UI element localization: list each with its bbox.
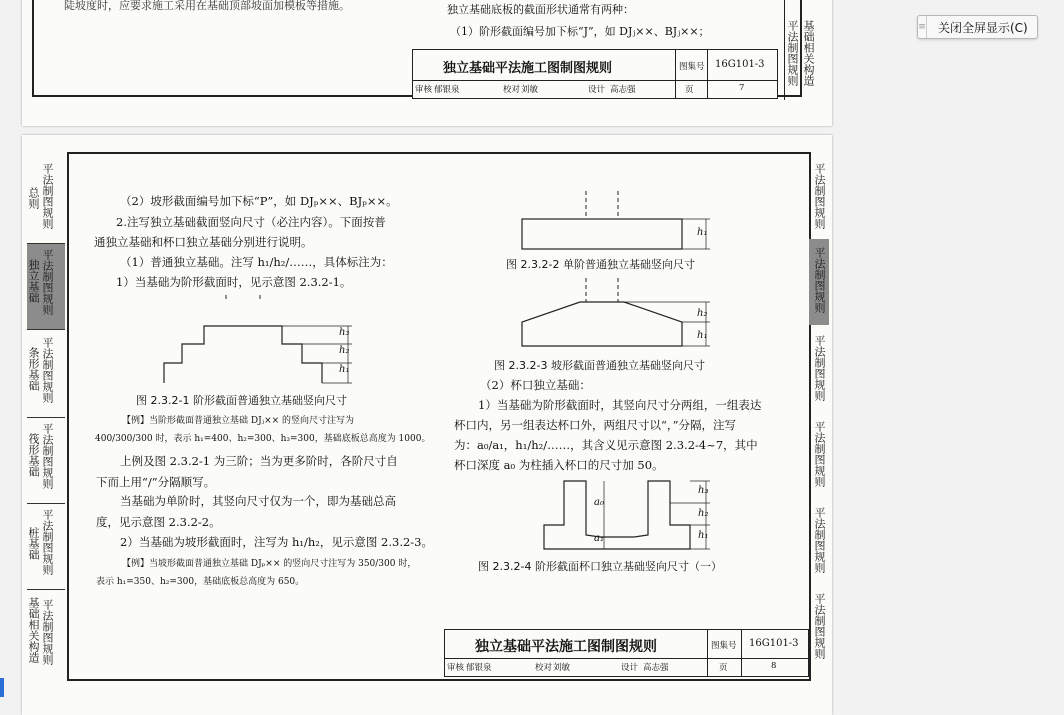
page-number: 8 [771, 661, 777, 671]
left-tab[interactable]: 平法制图规则 [41, 423, 54, 489]
figure-caption: 图 2.3.2-4 阶形截面杯口独立基础竖向尺寸（一） [478, 560, 722, 573]
figure-2-3-2-1 [162, 295, 362, 385]
body-text: 2）当基础为坡形截面时，注写为 h₁/h₂，见示意图 2.3.2-3。 [120, 535, 433, 549]
figure-2-3-2-2 [520, 191, 720, 253]
figure-caption: 图 2.3.2-2 单阶普通独立基础竖向尺寸 [506, 258, 695, 271]
example-text: 【例】当阶形截面普通独立基础 DJⱼ×× 的竖向尺寸注写为 [122, 416, 355, 426]
body-text: 1）当基础为阶形截面时，见示意图 2.3.2-1。 [116, 275, 352, 289]
body-text: 通独立基础和杯口独立基础分别进行说明。 [94, 235, 313, 249]
check-label: 校对 [503, 85, 521, 95]
reviewer-name: 郁银泉 [434, 85, 460, 95]
body-text: 1）当基础为阶形截面时，其竖向尺寸分两组，一组表达 [478, 398, 762, 412]
close-fullscreen-label: 关闭全屏显示(C) [938, 21, 1028, 35]
dim-label-a1: a₁ [594, 533, 604, 544]
atlas-number: 16G101-3 [749, 638, 799, 649]
dim-label-a0: a₀ [594, 497, 604, 508]
left-tab[interactable]: 平法制图规则 [41, 337, 54, 403]
atlas-number: 16G101-3 [715, 59, 765, 70]
example-text: 400/300/300 时，表示 h₁=400、h₂=300、h₃=300，基础底板总高度为 1000。 [95, 434, 431, 444]
body-text: 杯口深度 a₀ 为柱插入杯口的尺寸加 50。 [454, 458, 664, 472]
atlas-label: 图集号 [711, 641, 737, 651]
dim-label-h2: h₂ [698, 508, 709, 519]
document-page-8 [22, 135, 832, 715]
designer-name: 高志强 [643, 663, 669, 673]
dim-label-h2: h₂ [339, 345, 350, 356]
left-tab-active[interactable]: 独立基础 [27, 259, 40, 303]
grip-icon: ≡ [918, 16, 927, 38]
left-tab[interactable]: 基础相关构造 [27, 597, 40, 663]
checker-name: 刘敏 [521, 85, 539, 95]
title-block [412, 49, 778, 99]
figure-caption: 图 2.3.2-1 阶形截面普通独立基础竖向尺寸 [136, 394, 347, 407]
side-tab: 平法制图规则 [786, 20, 799, 86]
check-label: 校对 [535, 663, 553, 673]
body-text: 为：a₀/a₁，h₁/h₂/……，其含义见示意图 2.3.2-4~7，其中 [454, 438, 758, 452]
reviewer-name: 郁银泉 [466, 663, 492, 673]
designer-name: 高志强 [610, 85, 636, 95]
design-label: 设计 [588, 85, 606, 95]
page-label: 页 [719, 663, 728, 673]
body-text: （1）阶形截面编号加下标“J”，如 DJⱼ××、BJⱼ××； [450, 25, 710, 38]
example-text: 表示 h₁=350、h₂=300，基础底板总高度为 650。 [96, 577, 305, 587]
right-tab[interactable]: 平法制图规则 [813, 163, 826, 229]
right-tab[interactable]: 平法制图规则 [813, 421, 826, 487]
body-text: 陡坡度时，应要求施工采用在基础顶部坡面加模板等措施。 [64, 0, 350, 12]
right-tab-column [809, 155, 829, 675]
left-tab[interactable]: 平法制图规则 [41, 599, 54, 665]
body-text: （2）坡形截面编号加下标“P”，如 DJₚ××、BJₚ××。 [120, 194, 398, 208]
scroll-marker [0, 678, 4, 697]
left-tab-column [27, 155, 65, 675]
left-tab[interactable]: 桩基础 [27, 527, 40, 560]
dim-label-h1: h₁ [339, 364, 350, 375]
side-tab: 基础相关构造 [802, 20, 815, 86]
left-tab[interactable]: 总则 [27, 187, 40, 209]
dim-label-h3: h₃ [698, 485, 709, 496]
right-tab[interactable]: 平法制图规则 [813, 507, 826, 573]
body-text: 下而上用“/”分隔顺写。 [96, 475, 216, 489]
dim-label-h1: h₁ [697, 330, 708, 341]
left-tab[interactable]: 平法制图规则 [41, 509, 54, 575]
body-text: 度，见示意图 2.3.2-2。 [96, 515, 221, 529]
atlas-label: 图集号 [679, 62, 705, 72]
body-text: （2）杯口独立基础： [480, 378, 591, 392]
figure-caption: 图 2.3.2-3 坡形截面普通独立基础竖向尺寸 [494, 359, 705, 372]
title-block [444, 629, 809, 677]
right-tab[interactable]: 平法制图规则 [813, 593, 826, 659]
left-tab[interactable]: 平法制图规则 [41, 163, 54, 229]
page-number: 7 [739, 83, 745, 93]
dim-label-h3: h₃ [339, 327, 350, 338]
left-tab[interactable]: 筏形基础 [27, 433, 40, 477]
title-block-title: 独立基础平法施工图制图规则 [443, 61, 613, 76]
body-text: 杯口内，另一组表达杯口外，两组尺寸以“，”分隔，注写 [454, 418, 737, 432]
figure-2-3-2-4 [520, 479, 720, 551]
dim-label-h1: h₁ [697, 227, 708, 238]
left-tab-active[interactable]: 平法制图规则 [41, 249, 54, 315]
document-page-7 [22, 0, 832, 126]
dim-label-h2: h₂ [697, 308, 708, 319]
review-label: 审核 [415, 85, 433, 95]
checker-name: 刘敏 [553, 663, 571, 673]
left-tab[interactable]: 条形基础 [27, 347, 40, 391]
body-text: 上例及图 2.3.2-1 为三阶；当为更多阶时，各阶尺寸自 [120, 454, 398, 468]
right-tab-active[interactable]: 平法制图规则 [813, 247, 826, 313]
body-text: 当基础为单阶时，其竖向尺寸仅为一个，即为基础总高 [120, 494, 396, 508]
dim-label-h1: h₁ [698, 530, 709, 541]
body-text: 独立基础底板的截面形状通常有两种： [447, 3, 634, 16]
example-text: 【例】当坡形截面普通独立基础 DJₚ×× 的竖向尺寸注写为 350/300 时， [122, 559, 417, 569]
body-text: 2.注写独立基础截面竖向尺寸（必注内容）。下面按普 [116, 215, 386, 229]
page-label: 页 [685, 85, 694, 95]
title-block-title: 独立基础平法施工图制图规则 [475, 639, 657, 655]
close-fullscreen-button[interactable] [917, 15, 1038, 39]
right-tab[interactable]: 平法制图规则 [813, 335, 826, 401]
figure-2-3-2-3 [520, 278, 720, 350]
body-text: （1）普通独立基础。注写 h₁/h₂/……，具体标注为： [120, 255, 393, 269]
review-label: 审核 [447, 663, 465, 673]
design-label: 设计 [621, 663, 639, 673]
